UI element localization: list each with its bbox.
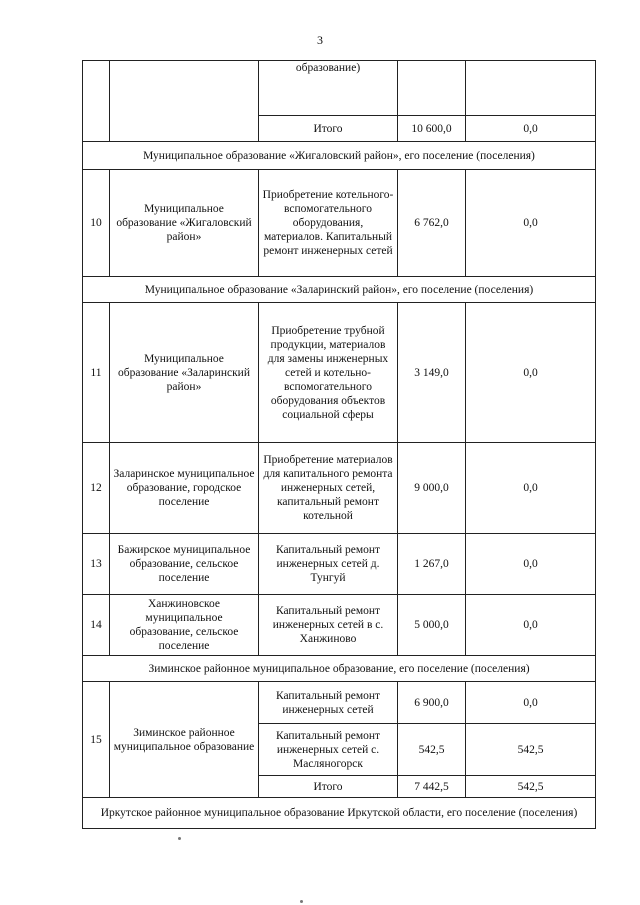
activity-description: Приобретение котельного-вспомогательного оборудования, материалов. Капитальный ремонт инженерных сетей [259, 170, 398, 277]
table-row [83, 595, 596, 656]
row-number: 11 [83, 303, 110, 443]
municipality-name: Заларинское муниципальное образование, городское поселение [110, 443, 259, 534]
municipality-name: Зиминское районное муниципальное образование [110, 682, 259, 798]
amount2: 0,0 [466, 534, 596, 595]
page-number: 3 [317, 33, 323, 47]
amount-cell [398, 61, 466, 116]
row-number: 13 [83, 534, 110, 595]
table-row [83, 534, 596, 595]
table-row [83, 61, 596, 116]
municipality-name: Бажирское муниципальное образование, сельское поселение [110, 534, 259, 595]
allocation-table [82, 60, 596, 829]
amount2: 0,0 [466, 170, 596, 277]
amount2: 0,0 [466, 682, 596, 724]
activity-description: Капитальный ремонт инженерных сетей д. Тунгуй [259, 534, 398, 595]
activity-description: Капитальный ремонт инженерных сетей с. Масляногорск [259, 724, 398, 776]
municipality-name: Муниципальное образование «Жигаловский район» [110, 170, 259, 277]
activity-description: Капитальный ремонт инженерных сетей [259, 682, 398, 724]
amount: 1 267,0 [398, 534, 466, 595]
amount2: 0,0 [466, 595, 596, 656]
table-row [83, 443, 596, 534]
row-number: 12 [83, 443, 110, 534]
amount2: 0,0 [466, 303, 596, 443]
amount2: 0,0 [466, 443, 596, 534]
section-header-row [83, 277, 596, 303]
amount: 6 900,0 [398, 682, 466, 724]
section-header-row [83, 142, 596, 170]
total-label: Итого [259, 116, 398, 142]
total-label: Итого [259, 776, 398, 798]
section-header-row [83, 656, 596, 682]
amount: 5 000,0 [398, 595, 466, 656]
amount: 6 762,0 [398, 170, 466, 277]
activity-description: Приобретение трубной продукции, материалов для замены инженерных сетей и котельно-вспомогательного оборудования объектов социальной сферы [259, 303, 398, 443]
row-number: 14 [83, 595, 110, 656]
municipality-name: Ханжиновское муниципальное образование, сельское поселение [110, 595, 259, 656]
table-row [83, 682, 596, 724]
table-row [83, 170, 596, 277]
total-amount2: 0,0 [466, 116, 596, 142]
amount2-cell [466, 61, 596, 116]
row-number: 10 [83, 170, 110, 277]
section-header-zalarinsky: Муниципальное образование «Заларинский район», его поселение (поселения) [83, 277, 596, 303]
amount: 9 000,0 [398, 443, 466, 534]
scan-speck [178, 837, 181, 840]
activity-cell: образование) [259, 61, 398, 116]
total-amount: 7 442,5 [398, 776, 466, 798]
section-header-row [83, 798, 596, 829]
total-amount: 10 600,0 [398, 116, 466, 142]
municipality-cell [110, 61, 259, 142]
section-header-zhigalovsky: Муниципальное образование «Жигаловский район», его поселение (поселения) [83, 142, 596, 170]
municipality-name: Муниципальное образование «Заларинский район» [110, 303, 259, 443]
row-number: 15 [83, 682, 110, 798]
row-number-cell [83, 61, 110, 142]
activity-description: Капитальный ремонт инженерных сетей в с. Ханжиново [259, 595, 398, 656]
activity-description: Приобретение материалов для капитального ремонта инженерных сетей, капитальный ремонт котельной [259, 443, 398, 534]
amount: 542,5 [398, 724, 466, 776]
total-amount2: 542,5 [466, 776, 596, 798]
section-header-irkutsky: Иркутское районное муниципальное образование Иркутской области, его поселение (поселения) [83, 798, 596, 829]
amount2: 542,5 [466, 724, 596, 776]
table-row [83, 303, 596, 443]
scan-speck [300, 900, 303, 903]
section-header-ziminsky: Зиминское районное муниципальное образование, его поселение (поселения) [83, 656, 596, 682]
amount: 3 149,0 [398, 303, 466, 443]
